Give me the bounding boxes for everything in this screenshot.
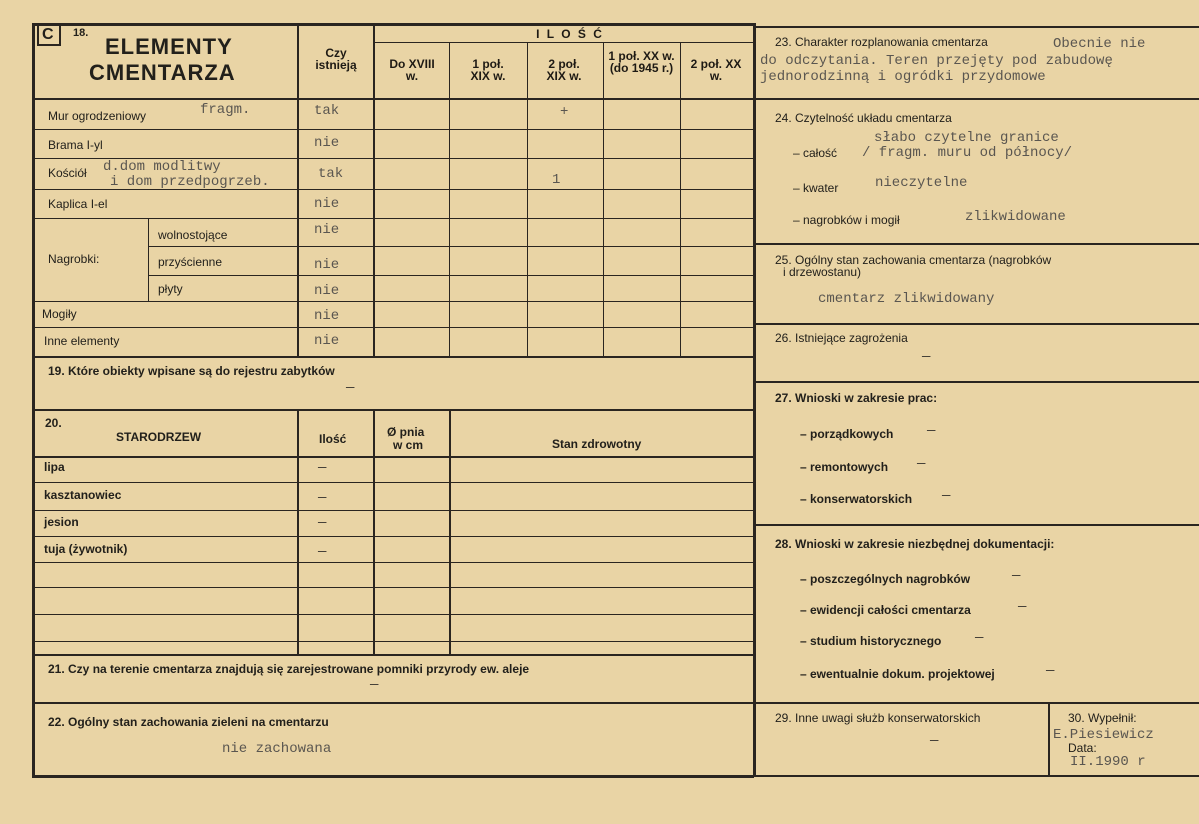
q28-label: 28. Wnioski w zakresie niezbędnej dokumentacji: (775, 537, 1055, 551)
q25-label-l1: 25. Ogólny stan zachowania cmentarza (nagrobków (775, 253, 1052, 267)
row-label-slabs: płyty (158, 282, 183, 296)
row-label-freestanding: wolnostojące (158, 228, 228, 242)
row-exists-slabs: nie (314, 283, 340, 299)
q28-item-3: – studium historycznego (800, 634, 942, 648)
tree-qty-2: — (318, 490, 327, 506)
tree-qty-3: — (318, 515, 327, 531)
row-exists-graves: nie (314, 308, 340, 324)
q29-answer: — (930, 733, 939, 749)
q19-answer: — (346, 380, 355, 396)
q27-item-3: – konserwatorskich (800, 492, 913, 506)
q27-item-1: – porządkowych (800, 427, 894, 441)
row-label-other: Inne elementy (44, 334, 120, 348)
col-header-period-3: 2 poł. XIX w. (546, 57, 582, 83)
q19-label: 19. Które obiekty wpisane są do rejestru zabytków (48, 364, 335, 378)
q30-date: II.1990 r (1070, 754, 1146, 770)
q30-label: 30. Wypełnił: (1068, 711, 1137, 725)
row-label-nagrobki: Nagrobki: (48, 252, 100, 266)
q22-label: 22. Ogólny stan zachowania zieleni na cmentarzu (48, 715, 329, 729)
row-exists-church: tak (318, 166, 344, 182)
section-title-2: CMENTARZA (89, 60, 236, 85)
col-header-period-4: 1 poł. XX w. (do 1945 r.) (608, 49, 675, 75)
tree-row-2: kasztanowiec (44, 488, 122, 502)
q20-col-diam-2: w cm (393, 438, 424, 452)
q28-item-2: – ewidencji całości cmentarza (800, 603, 971, 617)
row-exists-wall-mounted: nie (314, 257, 340, 273)
row-label-gate: Brama I-yl (48, 138, 103, 152)
q23-answer-l3: jednorodzinną i ogródki przydomowe (760, 69, 1046, 85)
q24-nagrobkow: zlikwidowane (965, 209, 1066, 225)
q20-col-diam-1: Ø pnia (387, 425, 425, 439)
q24-kwater: nieczytelne (875, 175, 968, 191)
row-note2-church: i dom przedpogrzeb. (110, 174, 270, 190)
q27-answer-3: — (942, 488, 951, 504)
q27-item-2: – remontowych (800, 460, 889, 474)
row-exists-other: nie (314, 333, 340, 349)
row-exists-wall: tak (314, 103, 340, 119)
q21-label: 21. Czy na terenie cmentarza znajdują się zarejestrowane pomniki przyrody ew. aleje (48, 662, 530, 676)
row-label-chapel: Kaplica I-el (48, 197, 108, 211)
q27-label: 27. Wnioski w zakresie prac: (775, 391, 938, 405)
q28-item-1: – poszczególnych nagrobków (800, 572, 971, 586)
row-exists-chapel: nie (314, 196, 340, 212)
q28-item-4: – ewentualnie dokum. projektowej (800, 667, 995, 681)
q24-calosc-l2: / fragm. muru od północy/ (862, 145, 1073, 161)
q30-name: E.Piesiewicz (1053, 727, 1154, 743)
row-label-graves: Mogiły (42, 307, 77, 321)
section-letter: C (42, 26, 54, 43)
q28-answer-3: — (975, 630, 984, 646)
tree-row-1: lipa (44, 460, 65, 474)
q20-col-qty: Ilość (319, 432, 347, 446)
tree-row-4: tuja (żywotnik) (44, 542, 128, 556)
q24-nagrobkow-label: – nagrobków i mogił (793, 213, 900, 227)
section-title-1: ELEMENTY (105, 34, 233, 59)
col-header-period-2: 1 poł. XIX w. (470, 57, 506, 83)
row-note-wall: fragm. (200, 102, 251, 118)
q24-label: 24. Czytelność układu cmentarza (775, 111, 952, 125)
q20-title: STARODRZEW (116, 430, 202, 444)
q25-label-l2: i drzewostanu) (783, 265, 862, 279)
col-header-exists: Czy istnieją (315, 46, 357, 72)
q22-answer: nie zachowana (222, 741, 332, 757)
q23-answer-l1: Obecnie nie (1053, 36, 1146, 52)
row-note-church: d.dom modlitwy (103, 159, 221, 175)
q28-answer-1: — (1012, 568, 1021, 584)
q27-answer-2: — (917, 456, 926, 472)
q23-label: 23. Charakter rozplanowania cmentarza (775, 35, 988, 49)
row-mark-wall: + (560, 104, 569, 120)
tree-qty-1: — (318, 460, 327, 476)
q24-kwater-label: – kwater (793, 181, 839, 195)
row-label-church: Kościół (48, 166, 87, 180)
q25-answer: cmentarz zlikwidowany (818, 291, 995, 307)
q27-answer-1: — (927, 423, 936, 439)
col-header-ilosc: I L O Ś Ć (536, 27, 604, 41)
row-exists-freestanding: nie (314, 222, 340, 238)
tree-qty-4: — (318, 544, 327, 560)
q26-answer: — (922, 349, 931, 365)
q23-answer-l2: do odczytania. Teren przejęty pod zabudowę (760, 53, 1113, 69)
q20-col-health: Stan zdrowotny (552, 437, 642, 451)
row-label-wall-mounted: przyścienne (158, 255, 223, 269)
tree-row-3: jesion (44, 515, 79, 529)
q30-date-label: Data: (1068, 741, 1097, 755)
col-header-period-1: Do XVIII w. (389, 57, 435, 83)
q24-calosc-label: – całość (793, 146, 838, 160)
row-exists-gate: nie (314, 135, 340, 151)
q29-label: 29. Inne uwagi służb konserwatorskich (775, 711, 981, 725)
q24-calosc-l1: słabo czytelne granice (874, 130, 1059, 146)
q26-label: 26. Istniejące zagrożenia (775, 331, 908, 345)
col-header-period-5: 2 poł. XX w. (690, 57, 742, 83)
row-mark-church: 1 (552, 172, 561, 188)
q28-answer-2: — (1018, 599, 1027, 615)
q21-answer: — (370, 677, 379, 693)
q20-number: 20. (45, 416, 62, 430)
q28-answer-4: — (1046, 663, 1055, 679)
section-18-number: 18. (73, 27, 89, 39)
row-label-wall: Mur ogrodzeniowy (48, 109, 147, 123)
